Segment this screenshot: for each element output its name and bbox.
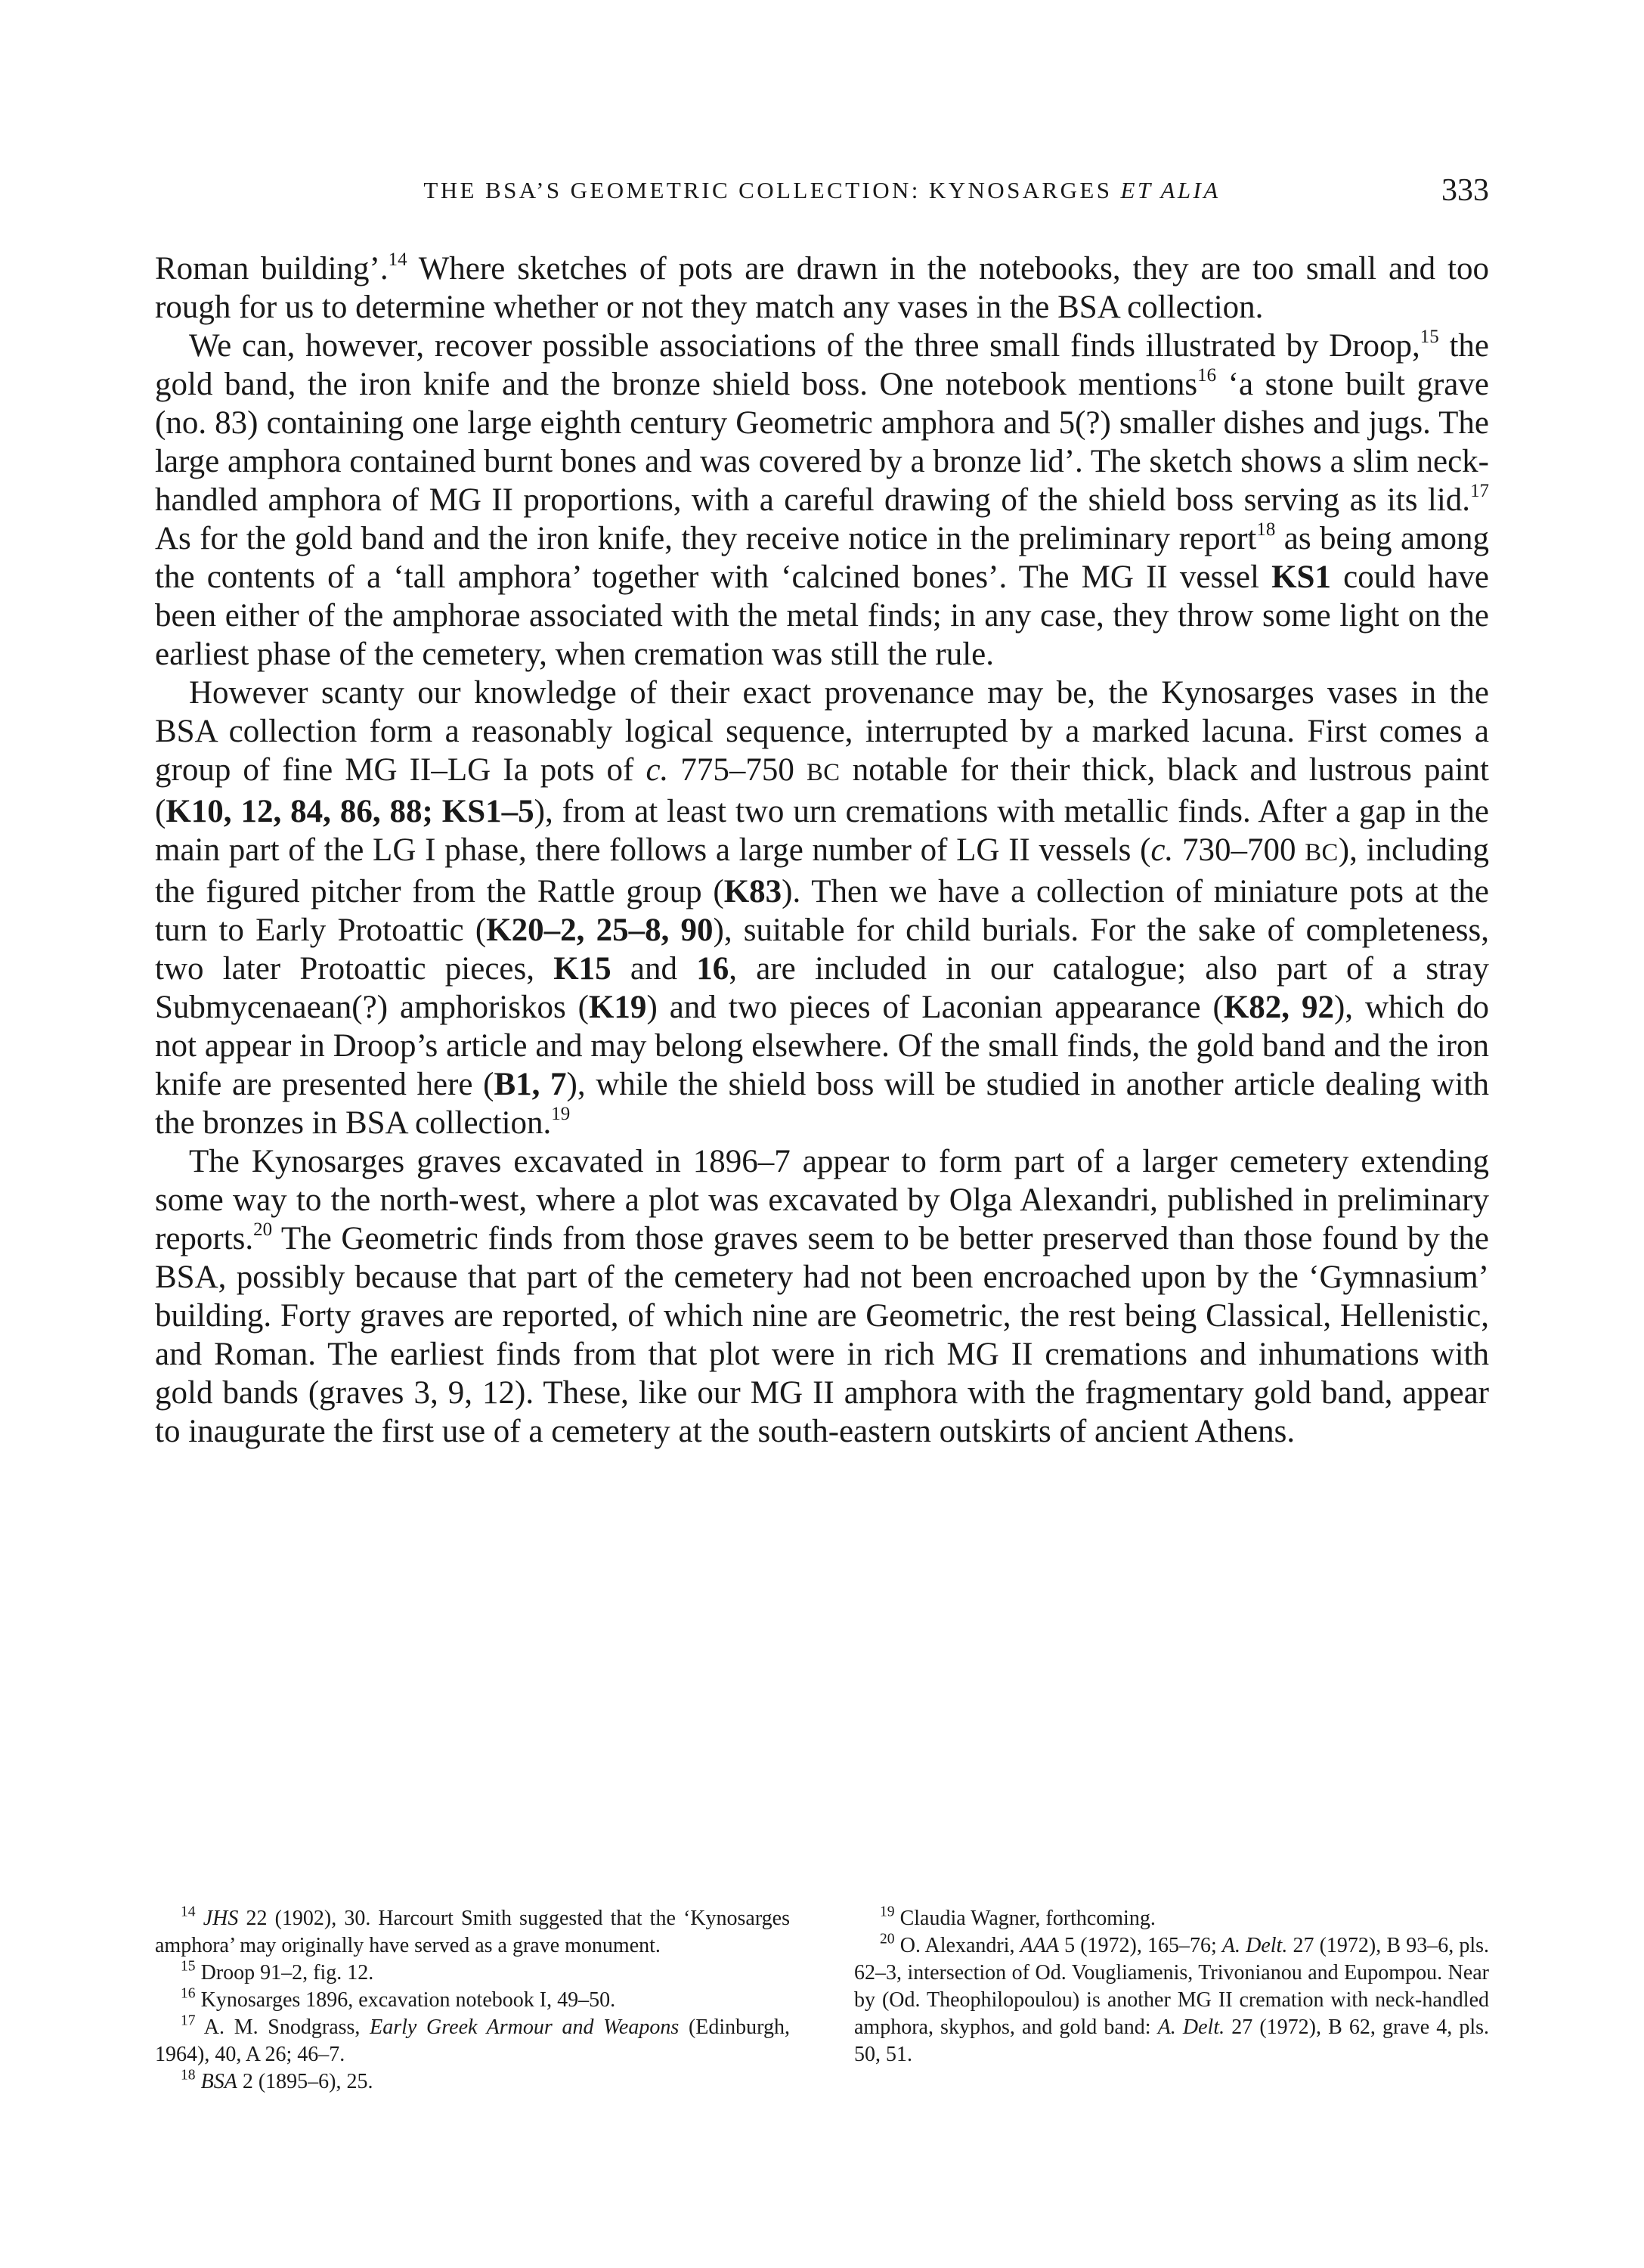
running-head-italic: ET ALIA (1120, 177, 1221, 203)
footnote-17: $^{17}$ A. M. Snodgrass, Early Greek Armour and Weapons (Edinburgh, 1964), 40, A 26; 46–7. (155, 2012, 790, 2066)
catalogue-ref: K82, 92 (1223, 990, 1334, 1025)
footnotes (155, 1905, 1489, 2096)
catalogue-ref: B1, 7 (494, 1067, 567, 1102)
catalogue-ref: 16 (696, 951, 729, 987)
paragraph-4: The Kynosarges graves excavated in 1896–7 appear to form part of a larger cemetery extending some way to the north-west, where a plot was excavated by Olga Alexandri, published in preliminary reports.$^{20}$ The Geometric finds from those graves seem to be better preserved than those found by the BSA, possibly because that part of the cemetery had not been encroached upon by the ‘Gymnasium’ building. Forty graves are reported, of which nine are Geometric, the rest being Classical, Hellenistic, and Roman. The earliest finds from that plot were in rich MG II cremations and inhumations with gold bands (graves 3, 9, 12). These, like our MG II amphora with the fragmentary gold band, appear to inaugurate the first use of a cemetery at the south-eastern outskirts of ancient Athens. (155, 1144, 1489, 1449)
catalogue-ref: K10, 12, 84, 86, 88; KS1–5 (166, 794, 534, 829)
page-number: 333 (1441, 173, 1489, 208)
catalogue-ref: K19 (588, 990, 647, 1025)
footnote-15: $^{15}$ Droop 91–2, fig. 12. (181, 1958, 374, 1984)
footnote-ref-20: 20 (253, 1219, 273, 1241)
running-head (155, 168, 1489, 213)
catalogue-ref: KS1 (1271, 559, 1331, 595)
footnotes-left-column (155, 1905, 790, 2096)
footnote-19: $^{19}$ Claudia Wagner, forthcoming. (880, 1904, 1156, 1930)
footnote-ref-16: 16 (1197, 365, 1217, 386)
footnote-20: $^{20}$ O. Alexandri, AAA 5 (1972), 165–76; A. Delt. 27 (1972), B 93–6, pls. 62–3, intersection of Od. Vougliamenis, Trivonianou and Eupompou. Near by (Od. Theophilopoulou) is another MG II cremation with neck-handled amphora, skyphos, and gold band: A. Delt. 27 (1972), B 62, grave 4, pls. 50, 51. (854, 1931, 1490, 2066)
footnote-18: $^{18}$ BSA 2 (1895–6), 25. (181, 2067, 373, 2093)
footnote-16: $^{16}$ Kynosarges 1896, excavation notebook I, 49–50. (181, 1985, 616, 2012)
main-text (155, 249, 1489, 1451)
paragraph-2: We can, however, recover possible associations of the three small finds illustrated by Droop,$^{15}$ the gold band, the iron knife and the bronze shield boss. One notebook mentions$^{16}$ ‘a stone built grave (no. 83) containing one large eighth century Geometric amphora and 5(?) smaller dishes and jugs. The large amphora contained burnt bones and was covered by a bronze lid’. The sketch shows a slim neck-handled amphora of MG II proportions, with a careful drawing of the shield boss serving as its lid.$^{17}$ As for the gold band and the iron knife, they receive notice in the preliminary report$^{18}$ as being among the contents of a ‘tall amphora’ together with ‘calcined bones’. The MG II vessel KS1 could have been either of the amphorae associated with the metal finds; in any case, they throw some light on the earliest phase of the cemetery, when cremation was still the rule. (155, 327, 1490, 672)
footnote-ref-14: 14 (388, 249, 407, 271)
catalogue-ref: K20–2, 25–8, 90 (486, 912, 714, 948)
catalogue-ref: K15 (553, 951, 611, 987)
footnote-ref-18: 18 (1256, 519, 1276, 541)
footnote-ref-19: 19 (551, 1104, 571, 1125)
footnote-14: $^{14}$ JHS 22 (1902), 30. Harcourt Smith suggested that the ‘Kynosarges amphora’ may originally have served as a grave monument. (155, 1904, 790, 1957)
footnotes-right-column (854, 1905, 1489, 2096)
paragraph-1: Roman building’.$^{14}$ Where sketches of pots are drawn in the notebooks, they are too small and too rough for us to determine whether or not they match any vases in the BSA collection. (155, 249, 1490, 325)
page-header (155, 168, 1489, 213)
catalogue-ref: K83 (723, 874, 782, 909)
running-head-text: THE BSA’S GEOMETRIC COLLECTION: KYNOSARGES (423, 177, 1113, 203)
footnote-ref-15: 15 (1420, 327, 1439, 348)
paragraph-3: However scanty our knowledge of their exact provenance may be, the Kynosarges vases in the BSA collection form a reasonably logical sequence, interrupted by a marked lacuna. First comes a group of fine MG II–LG Ia pots of c. 775–750 BC notable for their thick, black and lustrous paint (K10, 12, 84, 86, 88; KS1–5), from at least two urn cremations with metallic finds. After a gap in the main part of the LG I phase, there follows a large number of LG II vessels (c. 730–700 BC), including the figured pitcher from the Rattle group (K83). Then we have a collection of miniature pots at the turn to Early Protoattic (K20–2, 25–8, 90), suitable for child burials. For the sake of completeness, two later Protoattic pieces, K15 and 16, are included in our catalogue; also part of a stray Submycenaean(?) amphoriskos (K19) and two pieces of Laconian appearance (K82, 92), which do not appear in Droop’s article and may belong elsewhere. Of the small finds, the gold band and the iron knife are presented here (B1, 7), while the shield boss will be studied in another article dealing with the bronzes in BSA collection.$^{19}$ (155, 675, 1489, 1141)
footnote-ref-17: 17 (1470, 481, 1489, 502)
